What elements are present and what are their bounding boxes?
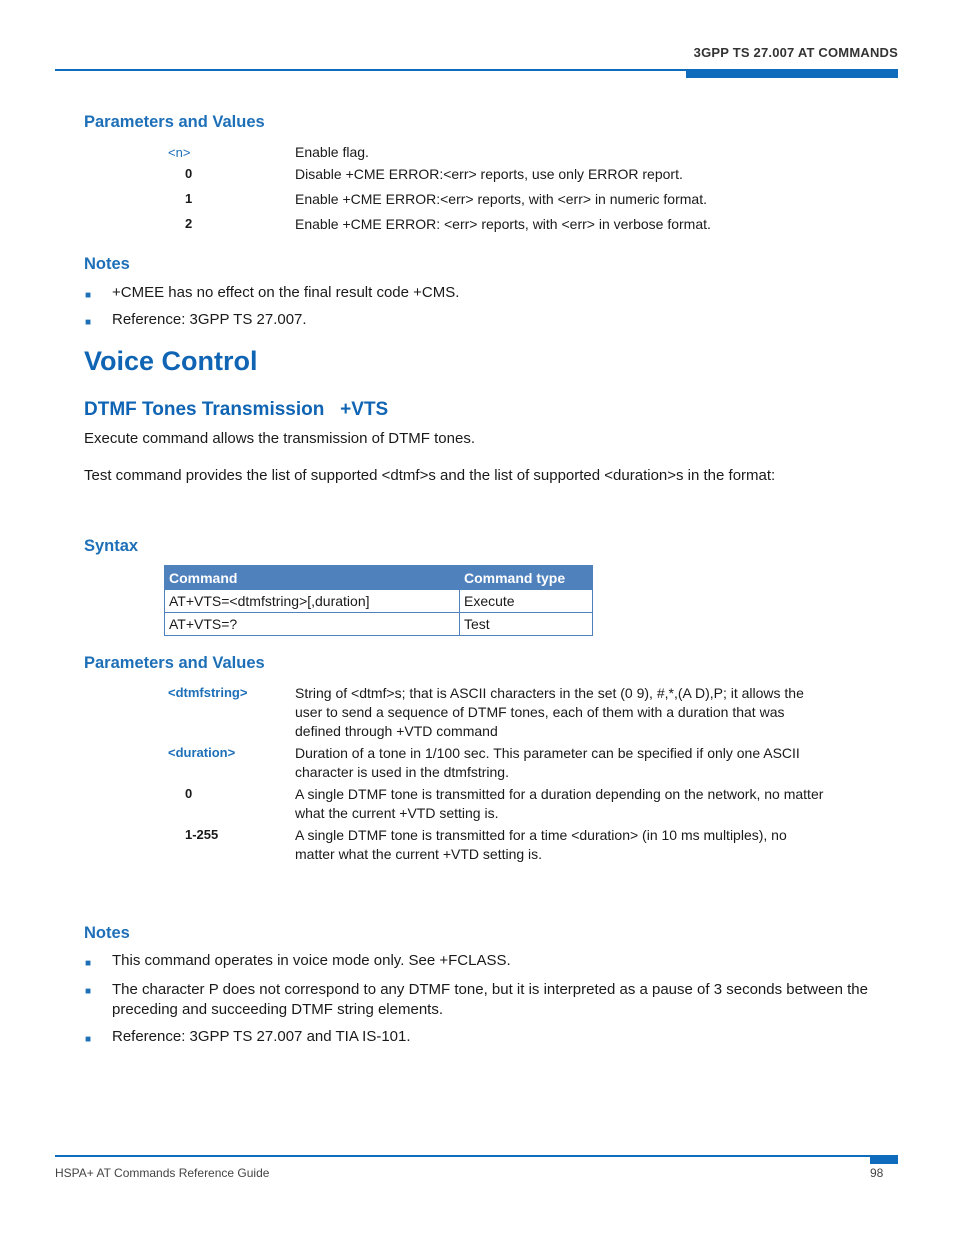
syntax-heading: Syntax — [84, 537, 139, 555]
note-2: Reference: 3GPP TS 27.007. — [112, 311, 307, 328]
value-0: 0 — [185, 166, 193, 181]
value-0-desc: Disable +CME ERROR:<err> reports, use only ERROR report. — [295, 166, 683, 182]
table-row — [165, 590, 593, 613]
param-dtmfstring-desc: String of <dtmf>s; that is ASCII characters in the set (0 9), #,*,(A D),P; it allows the user to send a sequence of DTMF tones, each of them with a duration that was defined through +VTD command — [295, 685, 804, 739]
bullet-icon: ■ — [85, 317, 92, 328]
voice-note-3: Reference: 3GPP TS 27.007 and TIA IS-101. — [112, 1028, 411, 1045]
footer-rule — [55, 1155, 898, 1157]
voice-note-2: The character P does not correspond to any DTMF tone, but it is interpreted as a pause of 3 seconds between the preceding and succeeding DTMF string elements. — [112, 981, 868, 1018]
para-test: Test command provides the list of supported <dtmf>s and the list of supported <duration>s in the format: — [84, 467, 776, 484]
param-dtmfstring: <dtmfstring> — [168, 685, 248, 700]
table-row — [165, 613, 593, 636]
notes-heading-1: Notes — [84, 255, 130, 273]
duration-value-0: 0 — [185, 786, 193, 801]
notes-heading-2: Notes — [84, 924, 130, 942]
value-2: 2 — [185, 216, 193, 231]
para-execute: Execute command allows the transmission of DTMF tones. — [84, 430, 475, 447]
cell-type: Test — [460, 613, 593, 636]
bullet-icon: ■ — [85, 290, 92, 301]
bullet-icon: ■ — [85, 1034, 92, 1045]
param-n-desc: Enable flag. — [295, 144, 369, 160]
bullet-icon: ■ — [85, 958, 92, 969]
duration-value-range-desc: A single DTMF tone is transmitted for a time <duration> (in 10 ms multiples), no matter what the current +VTD setting is. — [295, 827, 787, 862]
param-n: <n> — [168, 145, 191, 160]
value-1: 1 — [185, 191, 193, 206]
param-duration: <duration> — [168, 745, 236, 760]
footer-title: HSPA+ AT Commands Reference Guide — [55, 1166, 270, 1180]
cell-command: AT+VTS=? — [165, 613, 460, 636]
note-1: +CMEE has no effect on the final result code +CMS. — [112, 284, 460, 301]
params-heading-2: Parameters and Values — [84, 654, 265, 672]
duration-value-range: 1-255 — [185, 827, 219, 842]
col-command-type: Command type — [460, 566, 593, 590]
page-number: 98 — [870, 1166, 884, 1180]
value-1-desc: Enable +CME ERROR:<err> reports, with <err> in numeric format. — [295, 191, 707, 207]
col-command: Command — [165, 566, 460, 590]
table-header-row — [165, 566, 593, 590]
voice-note-1: This command operates in voice mode only. See +FCLASS. — [112, 952, 511, 969]
footer-accent — [870, 1155, 898, 1164]
header-accent — [686, 69, 898, 78]
cell-type: Execute — [460, 590, 593, 613]
subsection-title: DTMF Tones Transmission +VTS — [84, 399, 389, 420]
cell-command: AT+VTS=<dtmfstring>[,duration] — [165, 590, 460, 613]
bullet-icon: ■ — [85, 986, 92, 997]
value-2-desc: Enable +CME ERROR: <err> reports, with <err> in verbose format. — [295, 216, 711, 232]
header-title: 3GPP TS 27.007 AT COMMANDS — [693, 45, 898, 60]
duration-value-0-desc: A single DTMF tone is transmitted for a duration depending on the network, no matter what the current +VTD setting is. — [295, 786, 824, 821]
params-heading-1: Parameters and Values — [84, 113, 265, 131]
section-title: Voice Control — [84, 346, 258, 376]
syntax-table — [164, 565, 593, 636]
param-duration-desc: Duration of a tone in 1/100 sec. This parameter can be specified if only one ASCII character is used in the dtmfstring. — [295, 745, 800, 780]
